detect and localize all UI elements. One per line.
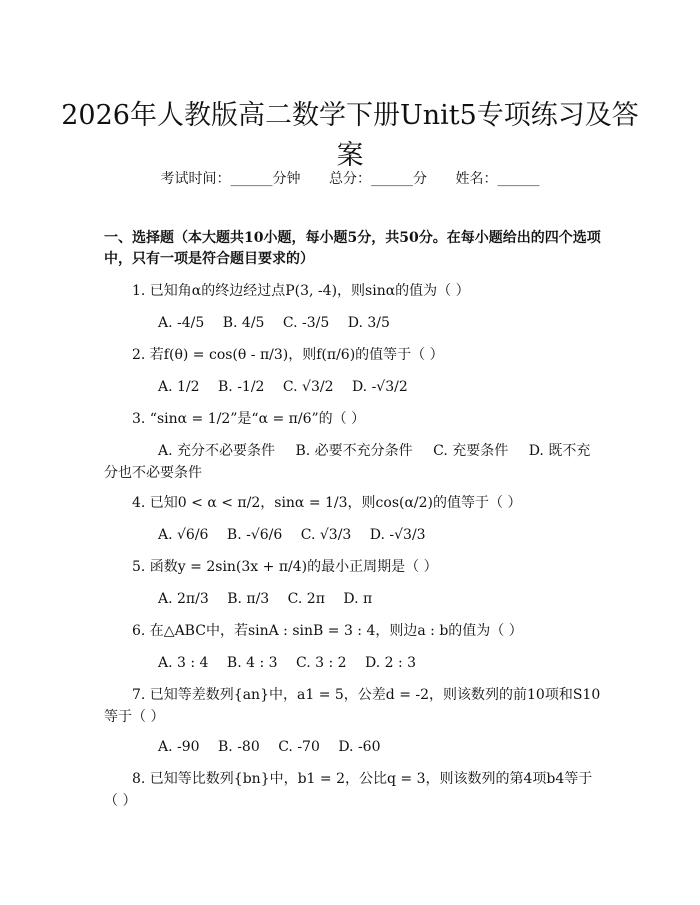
exam-time: 考试时间：______分钟: [160, 171, 301, 187]
question-stem: 7. 已知等差数列{an}中，a1 = 5，公差d = -2，则该数列的前10项和S10等于（ ）: [104, 687, 601, 725]
exam-meta: [0, 168, 700, 188]
option-d: D. 2 : 3: [364, 655, 417, 671]
options-3: [104, 440, 604, 484]
question-stem: 8. 已知等比数列{bn}中，b1 = 2，公比q = 3，则该数列的第4项b4等于（ ）: [104, 771, 593, 809]
question-1: [104, 280, 604, 302]
question-stem: 6. 在△ABC中，若sinA : sinB = 3 : 4，则边a : b的值为（ ）: [132, 623, 523, 639]
option-b: B. 必要不充分条件: [295, 443, 413, 459]
option-a: A. √6/6: [158, 527, 209, 543]
options-5: [158, 588, 386, 610]
question-6: [104, 620, 604, 642]
option-c: C. √3/2: [282, 379, 334, 395]
question-2: [104, 344, 604, 366]
option-a: A. 1/2: [158, 379, 200, 395]
option-c: C. 充要条件: [433, 443, 509, 459]
options-6: [158, 652, 430, 674]
total-score: 总分：______分: [329, 171, 427, 187]
option-b: B. 4 : 3: [226, 655, 278, 671]
question-5: [104, 556, 604, 578]
option-d: D. 既不充分也不必要条件: [104, 443, 591, 481]
option-b: B. -80: [218, 739, 260, 755]
option-b: B. 4/5: [222, 315, 265, 331]
question-stem: 3. “sinα = 1/2”是“α = π/6”的（ ）: [132, 411, 366, 427]
section-heading: 一、选择题（本大题共10小题，每小题5分，共50分。在每小题给出的四个选项中，只有一项是符合题目要求的）: [104, 230, 601, 267]
option-d: D. 3/5: [347, 315, 390, 331]
options-7: [158, 736, 395, 758]
question-8: [104, 768, 604, 812]
option-b: B. π/3: [227, 591, 270, 607]
document-title: 2026年人教版高二数学下册Unit5专项练习及答案: [61, 100, 639, 172]
option-d: D. -√3/2: [351, 379, 408, 395]
option-a: A. 充分不必要条件: [158, 443, 276, 459]
option-c: C. √3/3: [300, 527, 352, 543]
option-c: C. -3/5: [282, 315, 330, 331]
option-d: D. -√3/3: [369, 527, 426, 543]
question-stem: 2. 若f(θ) = cos(θ - π/3)，则f(π/6)的值等于（ ）: [132, 347, 444, 363]
question-stem: 5. 函数y = 2sin(3x + π/4)的最小正周期是（ ）: [132, 559, 438, 575]
option-b: B. -1/2: [218, 379, 265, 395]
question-stem: 1. 已知角α的终边经过点P(3, -4)，则sinα的值为（ ）: [132, 283, 470, 299]
question-3: [104, 408, 604, 430]
option-a: A. 2π/3: [158, 591, 209, 607]
question-7: [104, 684, 604, 728]
question-stem: 4. 已知0 < α < π/2，sinα = 1/3，则cos(α/2)的值等于（ ）: [132, 495, 522, 511]
options-1: [158, 312, 404, 334]
option-c: C. -70: [278, 739, 320, 755]
option-d: D. π: [343, 591, 373, 607]
options-2: [158, 376, 422, 398]
question-4: [104, 492, 604, 514]
option-a: A. -4/5: [158, 315, 205, 331]
option-c: C. 2π: [287, 591, 325, 607]
option-d: D. -60: [338, 739, 381, 755]
option-a: A. -90: [158, 739, 200, 755]
options-4: [158, 524, 440, 546]
student-name: 姓名：______: [455, 171, 540, 187]
option-c: C. 3 : 2: [295, 655, 347, 671]
option-a: A. 3 : 4: [158, 655, 209, 671]
option-b: B. -√6/6: [226, 527, 283, 543]
